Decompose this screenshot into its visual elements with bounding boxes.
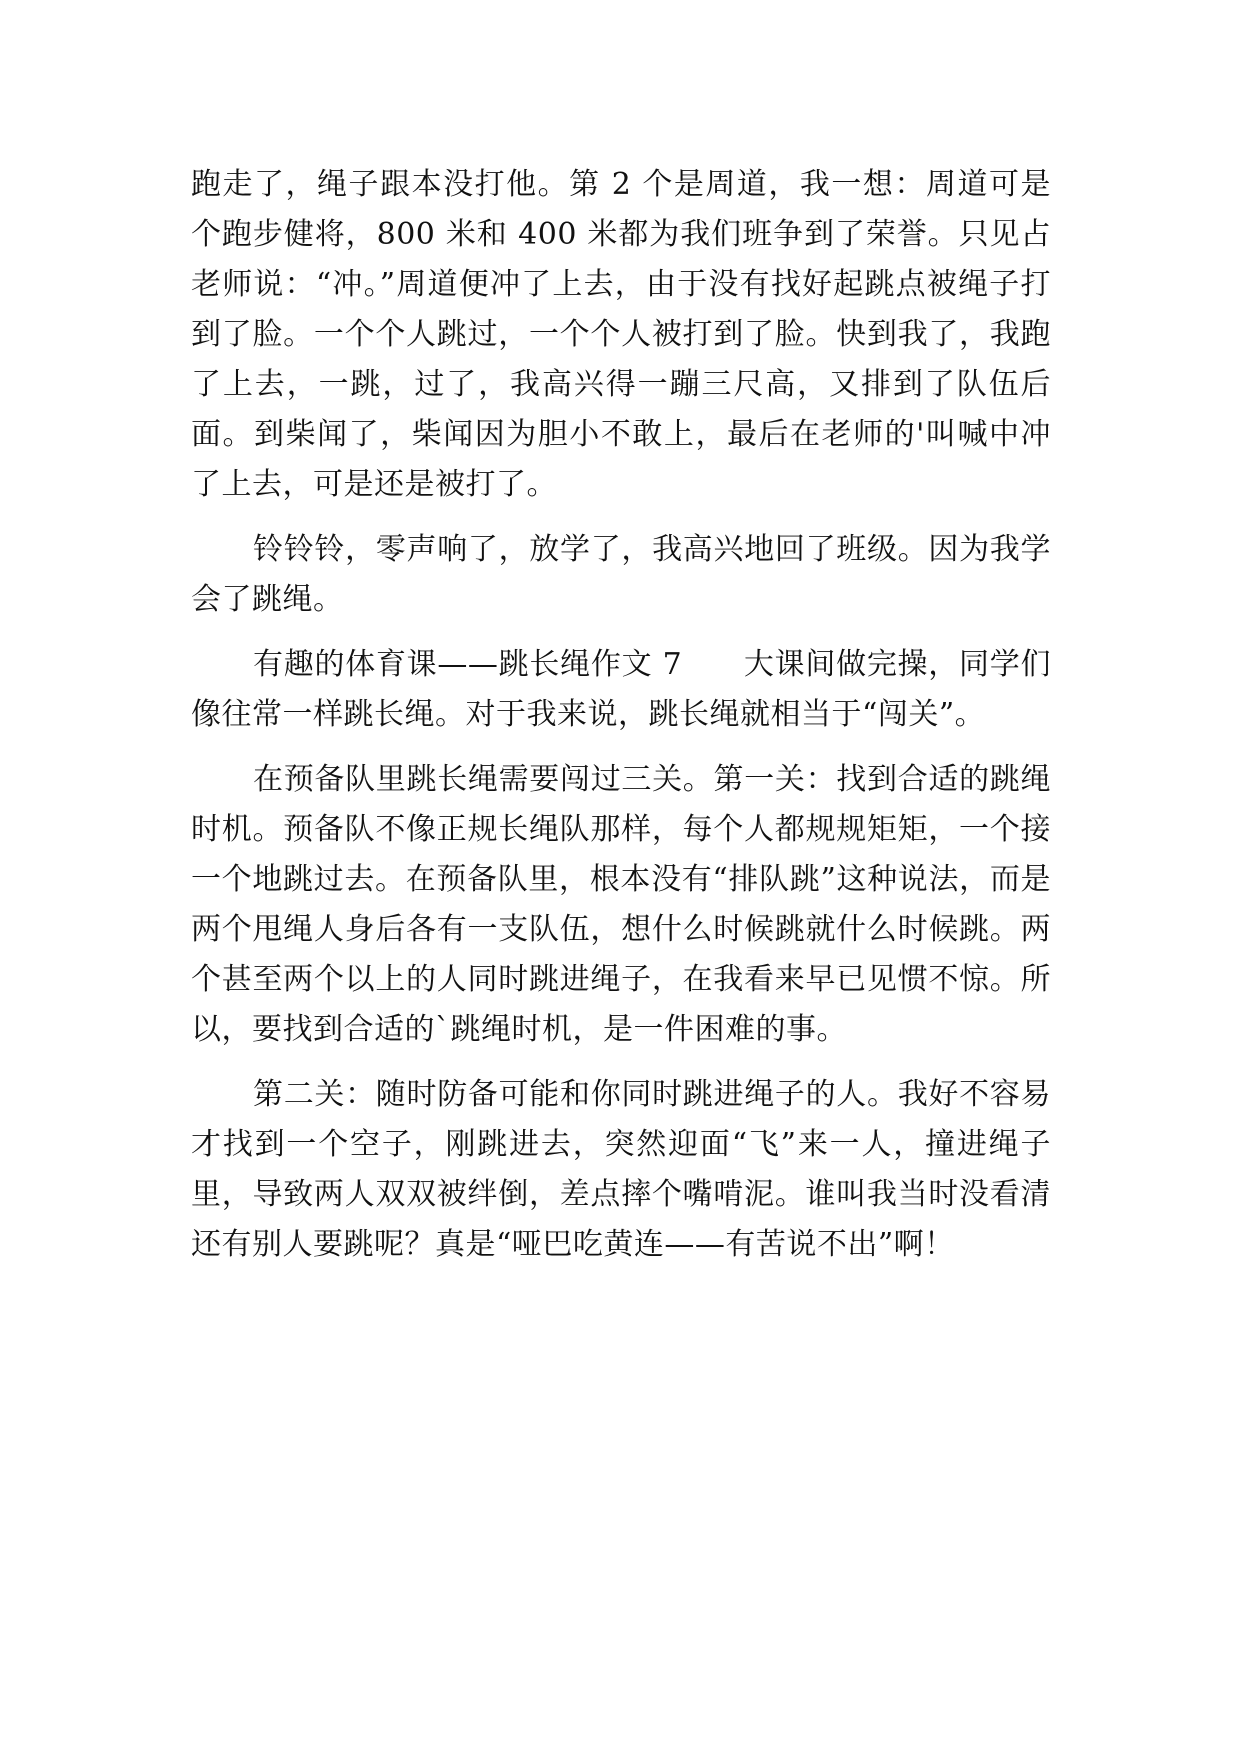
paragraph-bell-rings: 铃铃铃，零声响了，放学了，我高兴地回了班级。因为我学会了跳绳。 — [191, 532, 1051, 617]
paragraph-essay-7-intro: 有趣的体育课——跳长绳作文 7 大课间做完操，同学们像往常一样跳长绳。对于我来说，跳长绳就相当于“闯关”。 — [191, 647, 1051, 732]
paragraph-second-level: 第二关：随时防备可能和你同时跳进绳子的人。我好不容易才找到一个空子，刚跳进去，突然迎面“飞”来一人，撞进绳子里，导致两人双双被绊倒，差点摔个嘴啃泥。谁叫我当时没看清还有别人要跳呢？真是“哑巴吃黄连——有苦说不出”啊！ — [191, 1077, 1051, 1262]
paragraph-first-level: 在预备队里跳长绳需要闯过三关。第一关：找到合适的跳绳时机。预备队不像正规长绳队那样，每个人都规规矩矩，一个接一个地跳过去。在预备队里，根本没有“排队跳”这种说法，而是两个甩绳人身后各有一支队伍，想什么时候跳就什么时候跳。两个甚至两个以上的人同时跳进绳子，在我看来早已见惯不惊。所以，要找到合适的`跳绳时机，是一件困难的事。 — [191, 762, 1051, 1047]
document-body — [191, 160, 1051, 1285]
paragraph-continuation: 跑走了，绳子跟本没打他。第 2 个是周道，我一想：周道可是个跑步健将，800 米和 400 米都为我们班争到了荣誉。只见占老师说：“冲。”周道便冲了上去，由于没有找好起跳点被绳子打到了脸。一个个人跳过，一个个人被打到了脸。快到我了，我跑了上去，一跳，过了，我高兴得一蹦三尺高，又排到了队伍后面。到柴闻了，柴闻因为胆小不敢上，最后在老师的'叫喊中冲了上去，可是还是被打了。 — [191, 167, 1051, 502]
